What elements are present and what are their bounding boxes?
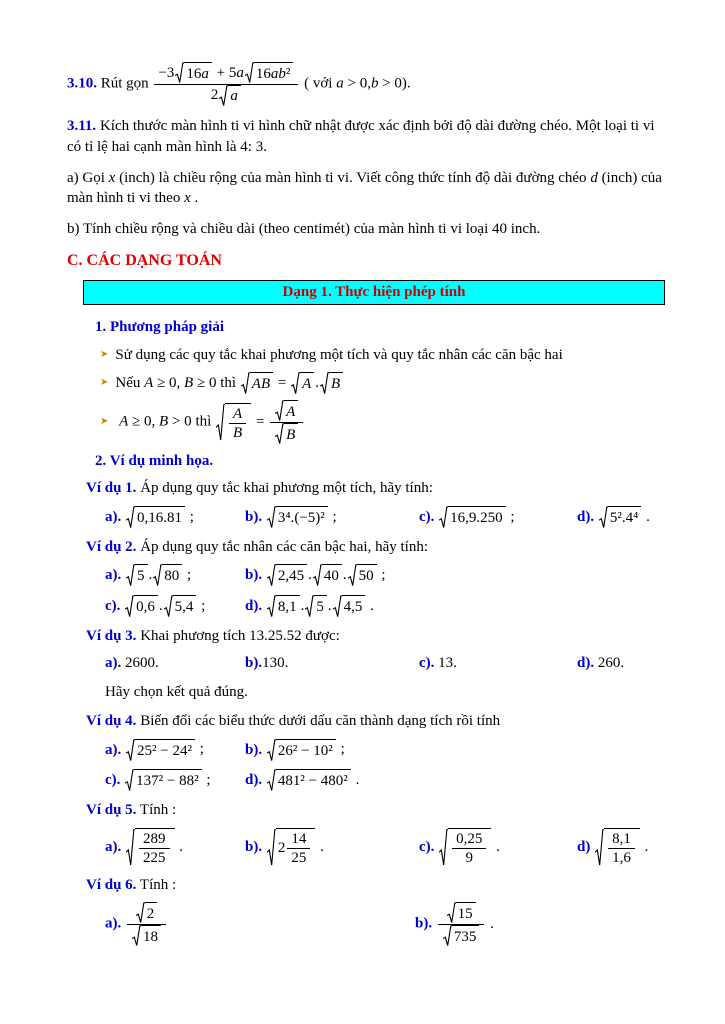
arrow-bullet-icon: ➤ xyxy=(100,415,109,427)
example-4-items-row-1 xyxy=(105,739,667,762)
text-segment: > 0, xyxy=(343,75,371,92)
example-label: Ví dụ 4. xyxy=(86,712,137,729)
item-label: c). xyxy=(105,597,121,614)
example-5-items xyxy=(105,828,667,867)
example-item-d xyxy=(577,828,667,867)
example-6-items xyxy=(105,902,667,946)
example-3-options xyxy=(105,653,667,674)
example-item-c xyxy=(419,828,569,867)
example-label: Ví dụ 6. xyxy=(86,876,137,893)
example-item-a xyxy=(105,902,407,946)
example-item-a xyxy=(105,506,237,529)
math-formula: 0,6 . 5,4 ; xyxy=(124,598,205,614)
example-item-a xyxy=(105,828,237,867)
item-label: d) xyxy=(577,838,591,855)
option-c xyxy=(419,653,569,674)
math-formula: 0,25 9 . xyxy=(438,839,500,855)
example-1-items xyxy=(105,506,667,529)
example-label: Ví dụ 5. xyxy=(86,801,137,818)
item-label: c). xyxy=(419,838,435,855)
example-text: Khai phương tích 13.25.52 được: xyxy=(140,627,340,644)
math-formula: A B = $\frac{A}{B}$ xyxy=(215,414,305,430)
math-formula: 25² − 24² ; xyxy=(125,741,204,757)
math-formula: 8,1 1,6 . xyxy=(594,839,648,855)
text-segment: (inch) là chiều rộng của màn hình ti vi. Viết công thức tính độ dài đường chéo xyxy=(115,169,591,186)
example-text: Áp dụng quy tắc nhân các căn bậc hai, hãy tính: xyxy=(140,538,428,555)
example-4-heading xyxy=(86,711,667,732)
method-bullet-1 xyxy=(100,345,667,366)
text-segment: (inch) của màn hình ti vi theo xyxy=(67,169,662,207)
problem-intro: Rút gọn xyxy=(100,75,149,92)
item-label: d). xyxy=(245,597,263,614)
example-item-a xyxy=(105,739,237,762)
item-label: b). xyxy=(245,508,263,525)
option-value: 260. xyxy=(597,655,625,672)
example-item-b xyxy=(245,828,411,867)
method-bullet-3 xyxy=(100,400,667,444)
example-item-b xyxy=(245,564,667,587)
example-text: Tính : xyxy=(139,801,177,818)
math-formula: 3⁴.(−5)² ; xyxy=(266,509,337,525)
example-item-a xyxy=(105,564,237,587)
item-label: b). xyxy=(245,655,263,672)
math-formula: 137² − 88² ; xyxy=(124,772,210,788)
math-formula: $\frac{15}{735}$ . xyxy=(436,916,494,932)
text-segment: > 0). xyxy=(378,75,411,92)
problem-3-11 xyxy=(67,116,667,157)
bullet-text-mid: thì xyxy=(195,413,212,430)
example-2-items-row-1 xyxy=(105,564,667,587)
example-item-c xyxy=(419,506,569,529)
example-item-b xyxy=(245,739,667,762)
example-item-c xyxy=(105,769,237,792)
method-heading: 1. Phương pháp giải xyxy=(95,319,225,336)
item-label: c). xyxy=(419,508,435,525)
math-formula: 8,1 . 5 . 4,5 . xyxy=(266,598,374,614)
math-formula: −3 16 a + 5 a 16 ab ² 2 a xyxy=(152,76,300,92)
problem-number: 3.11. xyxy=(67,118,97,135)
item-label: a). xyxy=(105,838,122,855)
math-variable: b xyxy=(370,75,379,92)
example-item-c xyxy=(105,595,237,618)
item-label: a). xyxy=(105,655,122,672)
example-3-tail: Hãy chọn kết quả đúng. xyxy=(105,684,248,701)
arrow-bullet-icon: ➤ xyxy=(100,376,109,388)
example-item-d xyxy=(245,769,667,792)
math-formula: 26² − 10² ; xyxy=(266,741,345,757)
example-label: Ví dụ 1. xyxy=(86,480,137,497)
math-formula: 5 . 80 ; xyxy=(125,567,191,583)
math-formula: AB = A . B xyxy=(240,375,344,391)
option-a xyxy=(105,653,237,674)
math-formula: 5².4⁴ . xyxy=(598,509,650,525)
bullet-text-mid: thì xyxy=(220,374,237,391)
example-2-heading xyxy=(86,537,667,558)
example-item-b xyxy=(415,902,667,946)
example-5-heading xyxy=(86,800,667,821)
item-label: a). xyxy=(105,508,122,525)
arrow-bullet-icon: ➤ xyxy=(100,349,109,361)
problem-3-11-item-a xyxy=(67,168,667,209)
problem-number: 3.10. xyxy=(67,75,97,92)
math-formula: 2,45 . 40 . 50 ; xyxy=(266,567,386,583)
example-label: Ví dụ 2. xyxy=(86,538,137,555)
example-item-d xyxy=(245,595,667,618)
math-formula: 289 225 . xyxy=(125,839,183,855)
problem-text: Kích thước màn hình ti vi hình chữ nhật được xác định bởi độ dài đường chéo. Một loại ti vi có tỉ lệ hai cạnh màn hình là 4: 3. xyxy=(67,118,655,155)
math-formula: 16,9.250 ; xyxy=(438,509,514,525)
problem-3-11-item-b: b) Tính chiều rộng và chiều dài (theo centimét) của màn hình ti vi loại 40 inch. xyxy=(67,220,541,237)
item-label: c). xyxy=(105,771,121,788)
option-value: 13. xyxy=(438,655,457,672)
example-item-b xyxy=(245,506,411,529)
item-label: c). xyxy=(419,655,435,672)
math-variable: d xyxy=(590,169,598,186)
bullet-text-pre: Nếu xyxy=(115,374,141,391)
math-formula: $\frac{2}{18}$ xyxy=(125,916,168,932)
method-bullet-2 xyxy=(100,372,667,395)
item-label: a). xyxy=(105,741,122,758)
example-3-heading xyxy=(86,626,667,647)
math-formula: 2 14 25 . xyxy=(266,839,324,855)
math-variable: x xyxy=(184,190,191,207)
example-text: Biến đổi các biểu thức dưới dấu căn thành dạng tích rồi tính xyxy=(140,712,501,729)
item-label: d). xyxy=(245,771,263,788)
example-text: Tính : xyxy=(139,876,177,893)
examples-heading: 2. Ví dụ minh họa. xyxy=(95,452,214,469)
example-6-heading xyxy=(86,875,667,896)
item-label: a). xyxy=(105,915,122,932)
example-item-d xyxy=(577,506,667,529)
item-label: d). xyxy=(577,508,595,525)
math-variable: x xyxy=(108,169,116,186)
dang-1-banner: Dạng 1. Thực hiện phép tính xyxy=(83,280,665,306)
item-label: d). xyxy=(577,655,595,672)
option-value: 130. xyxy=(262,655,289,672)
section-c-heading: C. CÁC DẠNG TOÁN xyxy=(67,251,222,269)
example-2-items-row-2 xyxy=(105,595,667,618)
item-label: b). xyxy=(245,741,263,758)
bullet-text: Sử dụng các quy tắc khai phương một tích và quy tắc nhân các căn bậc hai xyxy=(115,347,563,364)
math-formula: 481² − 480² . xyxy=(266,772,359,788)
problem-3-10 xyxy=(67,62,667,106)
text-segment: . xyxy=(190,190,199,207)
math-condition: A ≥ 0, B ≥ 0 xyxy=(144,374,217,391)
item-label: b). xyxy=(245,567,263,584)
text-segment: a) Gọi xyxy=(67,169,109,186)
option-value: 2600. xyxy=(125,655,159,672)
math-variable: a xyxy=(336,75,344,92)
text-segment: ( với xyxy=(304,75,337,92)
item-label: a). xyxy=(105,567,122,584)
example-1-heading xyxy=(86,478,667,499)
option-d xyxy=(577,653,667,674)
problem-condition xyxy=(304,76,411,92)
example-4-items-row-2 xyxy=(105,769,667,792)
example-text: Áp dụng quy tắc khai phương một tích, hãy tính: xyxy=(140,480,433,497)
math-condition: A ≥ 0, B > 0 xyxy=(119,413,192,430)
item-label: b). xyxy=(415,915,433,932)
example-label: Ví dụ 3. xyxy=(86,627,137,644)
math-formula: 0,16.81 ; xyxy=(125,509,194,525)
option-b xyxy=(245,653,411,674)
item-label: b). xyxy=(245,838,263,855)
